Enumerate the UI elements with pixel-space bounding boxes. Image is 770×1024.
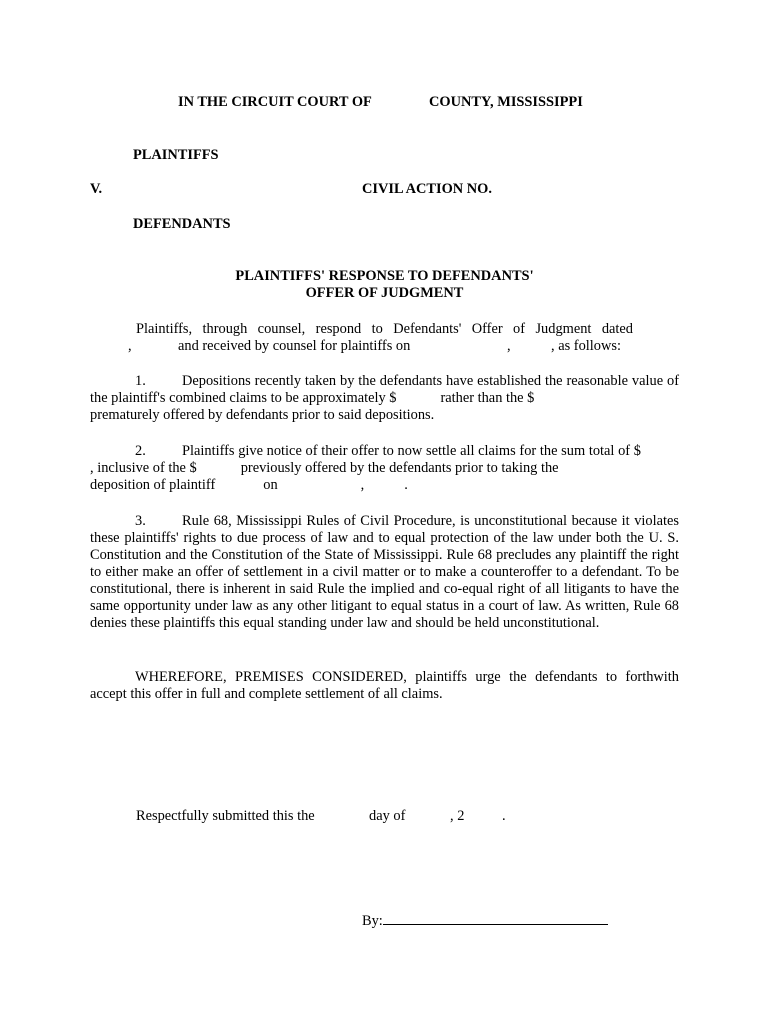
signature-line [362, 912, 608, 930]
intro-line1: Plaintiffs, through counsel, respond to Defendants' Offer of Judgment dated [136, 321, 633, 337]
paragraph-2-text-c: , inclusive of the $ [90, 460, 197, 476]
paragraph-2-text-h: . [404, 477, 408, 493]
paragraph-1-number: 1. [135, 373, 146, 389]
court-heading-left: IN THE CIRCUIT COURT OF [178, 94, 372, 110]
civil-action-label: CIVIL ACTION NO. [362, 181, 492, 197]
paragraph-2-text-g: , [360, 477, 365, 493]
paragraph-2-text-a: Plaintiffs give notice of their offer to now settle all claims for the sum total of [182, 443, 631, 459]
paragraph-3 [90, 513, 679, 632]
paragraph-1-text-b: rather than the $ [440, 390, 535, 406]
paragraph-2-text-d: previously offered by the defendants prior to taking the [240, 460, 559, 476]
intro-comma: , [128, 338, 132, 354]
paragraph-3-number: 3. [135, 513, 146, 529]
paragraph-2-number: 2. [135, 443, 146, 459]
year-text: , 2 [450, 808, 465, 824]
paragraph-2-text-e: deposition of plaintiff [90, 477, 216, 493]
wherefore-paragraph [90, 669, 679, 703]
submitted-period: . [502, 808, 506, 824]
day-of-text: day of [369, 808, 406, 824]
document-title-line1: PLAINTIFFS' RESPONSE TO DEFENDANTS' [235, 268, 534, 284]
paragraph-1 [90, 373, 679, 424]
paragraph-2-text-f: on [263, 477, 278, 493]
versus-label: V. [90, 181, 103, 197]
document-title-line2: OFFER OF JUDGMENT [305, 285, 464, 301]
court-heading-right: COUNTY, MISSISSIPPI [429, 94, 583, 110]
intro-end: , as follows: [551, 338, 621, 354]
paragraph-2-dollar: $ [633, 443, 641, 459]
intro-received: and received by counsel for plaintiffs on [178, 338, 411, 354]
submitted-text: Respectfully submitted this the [136, 808, 315, 824]
intro-comma2: , [507, 338, 511, 354]
defendants-label: DEFENDANTS [133, 216, 231, 232]
plaintiffs-label: PLAINTIFFS [133, 147, 219, 163]
paragraph-2 [90, 443, 679, 494]
paragraph-1-text-c: prematurely offered by defendants prior to said depositions. [90, 407, 435, 423]
paragraph-1-text-a: Depositions recently taken by the defendants have established the reasonable value of the plaintiff's combined claims to be approximately $ [90, 373, 679, 406]
paragraph-3-text: Rule 68, Mississippi Rules of Civil Procedure, is unconstitutional because it violates these plaintiffs' rights to due process of law and to equal protection of the law under both the U. S. Constitution and the Constitution of the State of Mississippi. Rule 68 precludes any plaintiff the right to either make an offer of settlement in a civil matter or to make a counteroffer to a defendant. To be constitutional, there is inherent in said Rule the implied and co-equal right of all litigants to have the same opportunity under law as any other litigant to equal status in a court of law. As written, Rule 68 denies these plaintiffs this equal standing under law and should be held unconstitutional. [90, 513, 679, 631]
signature-blank-line [383, 912, 608, 925]
wherefore-text: WHEREFORE, PREMISES CONSIDERED, plaintiffs urge the defendants to forthwith accept this offer in full and complete settlement of all claims. [90, 669, 679, 702]
by-label: By: [362, 913, 383, 929]
